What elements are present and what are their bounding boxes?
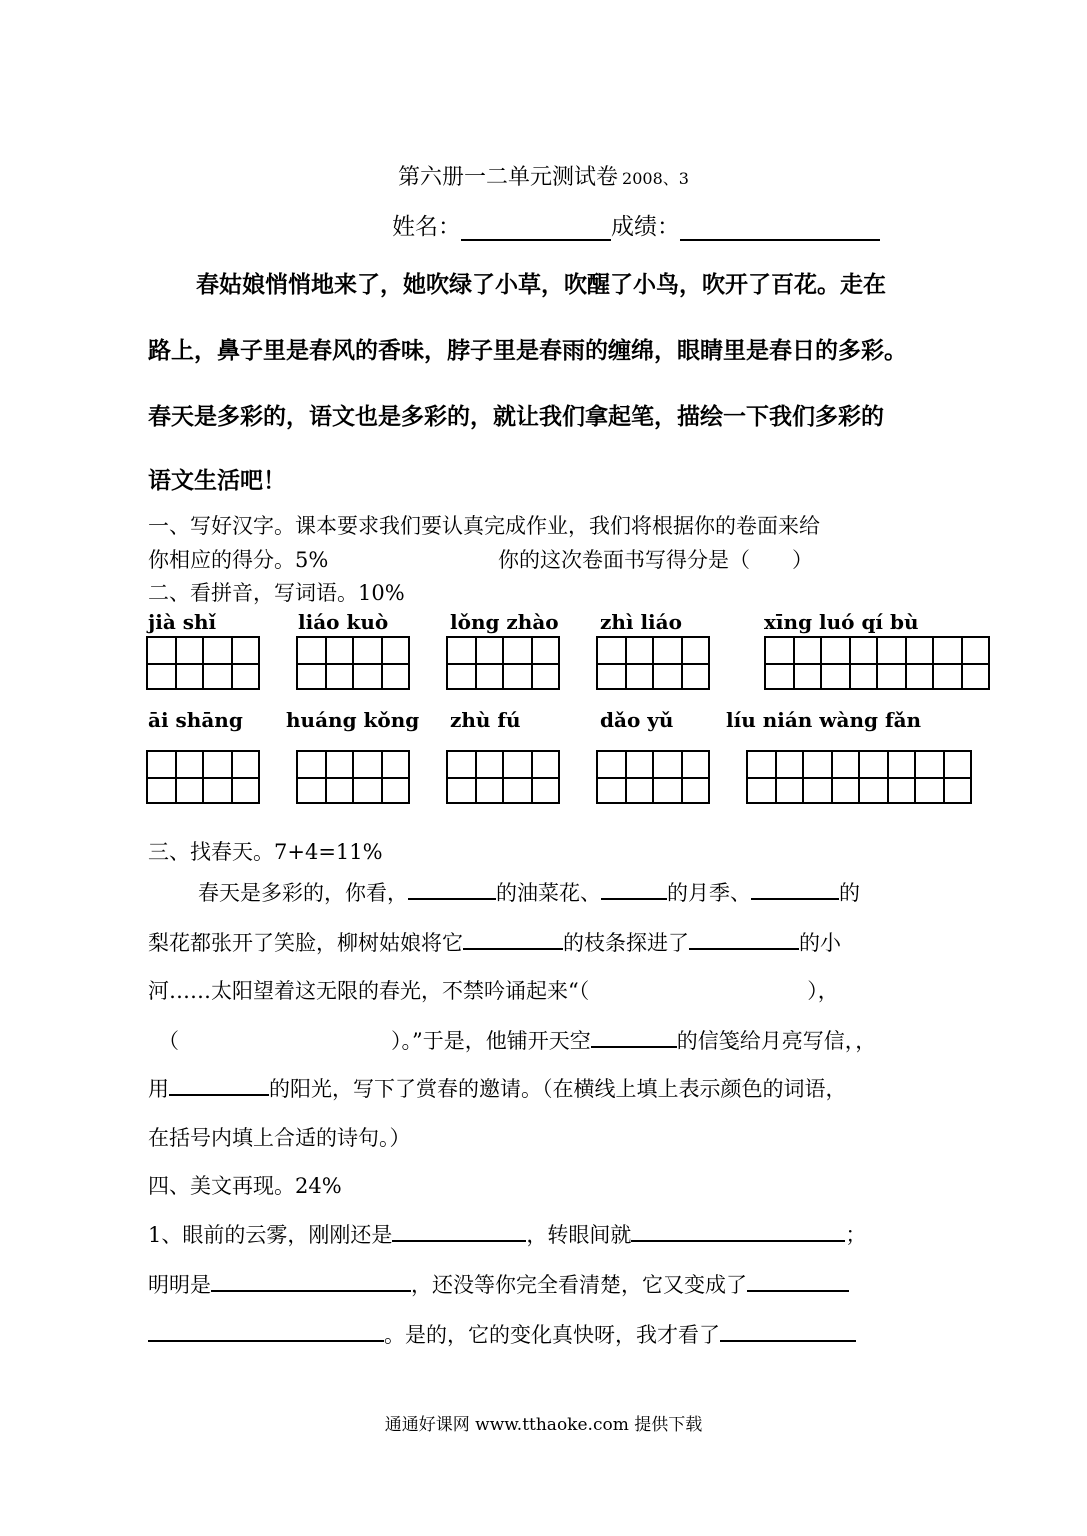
s3-p3a: 河……太阳望着这无限的春光，不禁吟诵起来“（ xyxy=(148,979,590,1003)
s3-p1c: 的月季、 xyxy=(667,881,751,905)
blank[interactable] xyxy=(148,1318,384,1342)
char-cell[interactable] xyxy=(932,636,990,690)
name-score-line xyxy=(392,208,880,241)
intro-line-4: 语文生活吧！ xyxy=(148,467,286,494)
section3-p3 xyxy=(148,975,839,1005)
char-grid-6[interactable] xyxy=(146,750,258,804)
char-grid-10[interactable] xyxy=(746,750,970,804)
char-cell[interactable] xyxy=(596,636,654,690)
char-cell[interactable] xyxy=(296,636,354,690)
pinyin-8: zhù fú xyxy=(450,708,521,732)
blank[interactable] xyxy=(631,1218,845,1242)
s3-p2a: 梨花都张开了笑脸，柳树姑娘将它 xyxy=(148,931,463,955)
s3-p4a: （ xyxy=(158,1029,179,1053)
section3-p2 xyxy=(148,926,841,957)
char-grid-5[interactable] xyxy=(764,636,988,690)
char-cell[interactable] xyxy=(502,750,560,804)
title-date: 2008、3 xyxy=(622,169,689,188)
footer-text: 通通好课网 www.tthaoke.com 提供下载 xyxy=(384,1415,703,1435)
s3-p5b: 的阳光，写下了赏春的邀请。（在横线上填上表示颜色的词语， xyxy=(269,1077,847,1101)
char-grid-1[interactable] xyxy=(146,636,258,690)
char-cell[interactable] xyxy=(446,636,504,690)
title-text: 第六册一二单元测试卷 xyxy=(398,165,619,190)
s4-q1b: ，转眼间就 xyxy=(526,1223,632,1247)
char-cell[interactable] xyxy=(202,636,260,690)
s3-p4b: ）。”于是，他铺开天空 xyxy=(391,1029,591,1053)
section3-heading: 三、找春天。7+4=11% xyxy=(148,840,383,864)
char-cell[interactable] xyxy=(802,750,860,804)
s3-p2b: 的枝条探进了 xyxy=(563,931,689,955)
char-cell[interactable] xyxy=(502,636,560,690)
s4-q2b: ，还没等你完全看清楚，它又变成了 xyxy=(411,1273,747,1297)
blank[interactable] xyxy=(601,876,667,900)
section1-line2a: 你相应的得分。5% xyxy=(148,548,329,572)
s3-p2c: 的小 xyxy=(799,931,841,955)
score-blank[interactable] xyxy=(680,211,880,241)
char-cell[interactable] xyxy=(914,750,972,804)
section4-q2 xyxy=(148,1268,849,1299)
blank[interactable] xyxy=(751,876,839,900)
blank[interactable] xyxy=(720,1318,856,1342)
char-cell[interactable] xyxy=(296,750,354,804)
blank[interactable] xyxy=(169,1072,269,1096)
intro-line-2: 路上，鼻子里是春风的香味，脖子里是春雨的缠绵，眼睛里是春日的多彩。 xyxy=(148,337,907,364)
char-cell[interactable] xyxy=(146,636,204,690)
name-blank[interactable] xyxy=(461,211,611,241)
char-cell[interactable] xyxy=(746,750,804,804)
section2-heading: 二、看拼音，写词语。10% xyxy=(148,581,405,605)
intro-line-3: 春天是多彩的，语文也是多彩的，就让我们拿起笔，描绘一下我们多彩的 xyxy=(148,403,884,430)
char-cell[interactable] xyxy=(446,750,504,804)
section4-q1 xyxy=(148,1218,866,1249)
section4-q3 xyxy=(148,1318,856,1349)
char-cell[interactable] xyxy=(202,750,260,804)
blank[interactable] xyxy=(747,1268,849,1292)
pinyin-7: huáng kǒng xyxy=(286,708,420,732)
pinyin-4: zhì liáo xyxy=(600,610,682,634)
char-grid-8[interactable] xyxy=(446,750,558,804)
char-cell[interactable] xyxy=(652,636,710,690)
section3-p6: 在括号内填上合适的诗句。） xyxy=(148,1126,411,1150)
char-grid-9[interactable] xyxy=(596,750,708,804)
s3-p1b: 的油菜花、 xyxy=(496,881,601,905)
char-cell[interactable] xyxy=(352,750,410,804)
section3-p4 xyxy=(158,1024,876,1055)
section3-p5 xyxy=(148,1072,847,1103)
char-grid-2[interactable] xyxy=(296,636,408,690)
char-cell[interactable] xyxy=(820,636,878,690)
blank[interactable] xyxy=(689,926,799,950)
section1-line2b: 你的这次卷面书写得分是（ ） xyxy=(498,548,813,572)
section4-heading: 四、美文再现。24% xyxy=(148,1174,342,1198)
s4-q3a: 。是的，它的变化真快呀，我才看了 xyxy=(384,1323,720,1347)
section1-line1: 一、写好汉字。课本要求我们要认真完成作业，我们将根据你的卷面来给 xyxy=(148,514,820,538)
intro-line-1: 春姑娘悄悄地来了，她吹绿了小草，吹醒了小鸟，吹开了百花。走在 xyxy=(196,271,886,298)
pinyin-6: āi shāng xyxy=(148,708,243,732)
pinyin-2: liáo kuò xyxy=(298,610,389,634)
char-cell[interactable] xyxy=(146,750,204,804)
section3-p1 xyxy=(198,876,860,907)
s4-q1c: ； xyxy=(845,1223,867,1247)
pinyin-9: dǎo yǔ xyxy=(600,708,674,732)
blank[interactable] xyxy=(463,926,563,950)
char-cell[interactable] xyxy=(352,636,410,690)
char-grid-7[interactable] xyxy=(296,750,408,804)
blank[interactable] xyxy=(392,1218,526,1242)
s3-p3b: ）， xyxy=(807,979,839,1003)
char-grid-3[interactable] xyxy=(446,636,558,690)
s3-p5a: 用 xyxy=(148,1077,169,1101)
s3-p4c: 的信笺给月亮写信，， xyxy=(676,1029,877,1053)
s4-q2a: 明明是 xyxy=(148,1273,211,1297)
char-cell[interactable] xyxy=(596,750,654,804)
s4-q1a: 1、眼前的云雾，刚刚还是 xyxy=(148,1223,393,1247)
char-grid-4[interactable] xyxy=(596,636,708,690)
s3-p1a: 春天是多彩的，你看， xyxy=(198,881,408,905)
char-cell[interactable] xyxy=(652,750,710,804)
blank[interactable] xyxy=(408,876,496,900)
blank[interactable] xyxy=(211,1268,411,1292)
char-cell[interactable] xyxy=(876,636,934,690)
pinyin-5: xīng luó qí bù xyxy=(764,610,919,634)
char-cell[interactable] xyxy=(764,636,822,690)
pinyin-3: lǒng zhào xyxy=(450,610,559,634)
pinyin-1: jià shǐ xyxy=(148,610,217,634)
score-label: 成绩： xyxy=(611,214,680,240)
blank[interactable] xyxy=(591,1024,677,1048)
pinyin-10: líu nián wàng fǎn xyxy=(726,708,922,732)
page-title xyxy=(0,160,1087,191)
name-label: 姓名： xyxy=(392,214,461,240)
s3-p1d: 的 xyxy=(839,881,860,905)
char-cell[interactable] xyxy=(858,750,916,804)
